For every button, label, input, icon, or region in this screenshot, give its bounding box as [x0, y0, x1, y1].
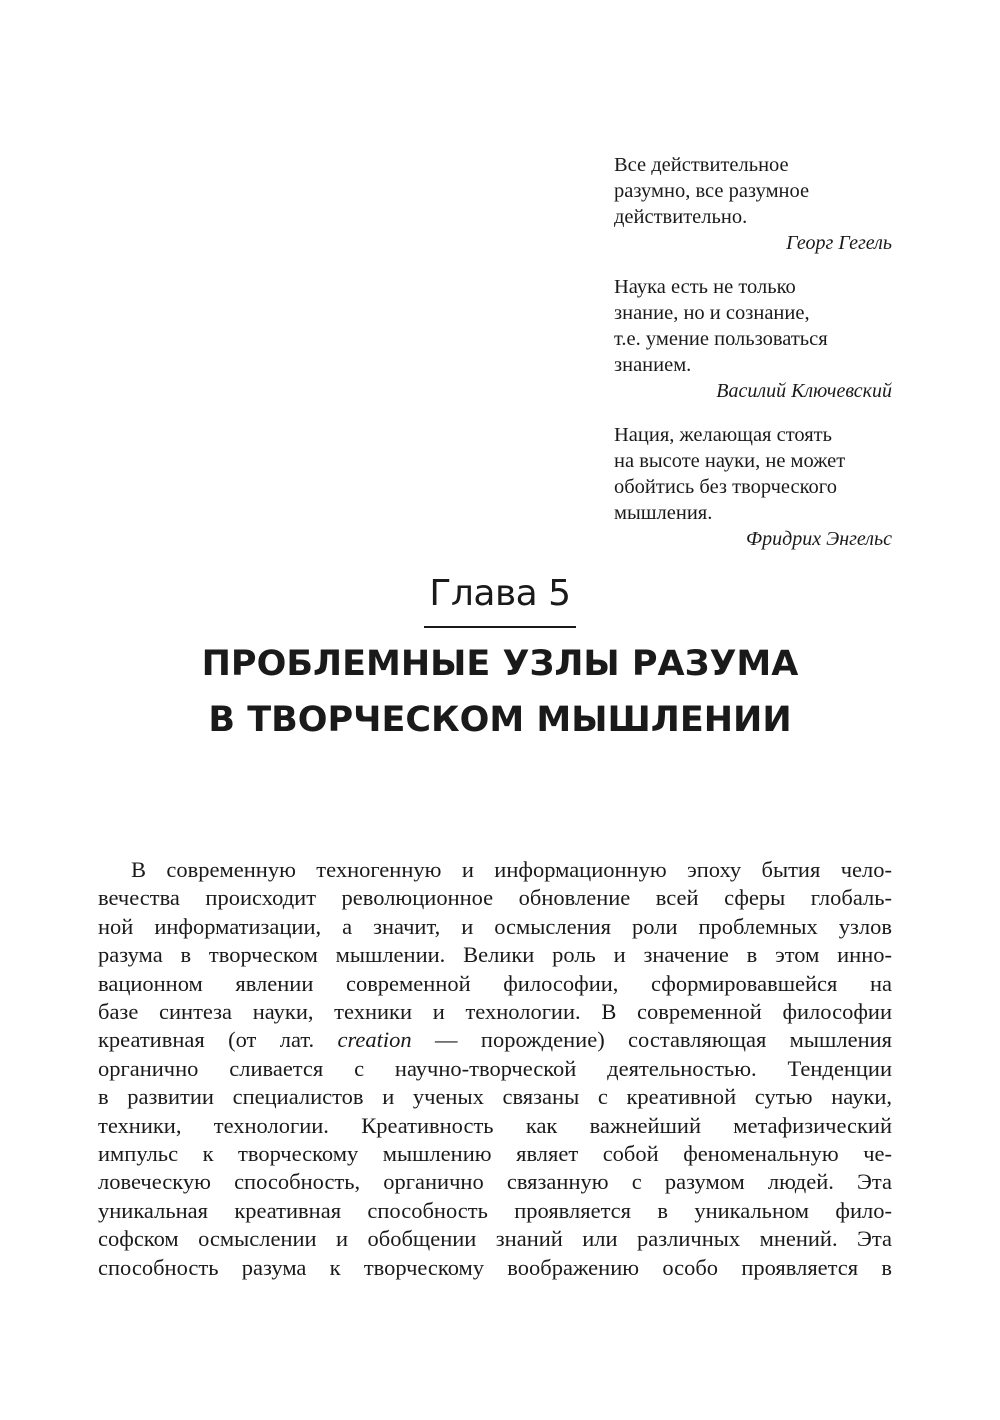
epigraph-author: Василий Ключевский	[716, 380, 892, 402]
chapter-title-line: В ТВОРЧЕСКОМ МЫШЛЕНИИ	[208, 700, 792, 740]
epigraph-line: Нация, желающая стоять	[614, 424, 832, 446]
epigraph-line: Все действительное	[614, 154, 789, 176]
epigraph-line: обойтись без творческого	[614, 476, 837, 498]
epigraphs	[614, 152, 892, 570]
body-line: ловеческую способность, органично связанную с разумом людей. Эта	[98, 1169, 892, 1195]
body-text-segment: креативная (от лат.	[98, 1027, 338, 1053]
epigraph-line: знанием.	[614, 354, 692, 376]
body-line: вационном явлении современной философии, сформировавшейся на	[98, 970, 892, 996]
epigraph-line: разумно, все разумное	[614, 180, 810, 202]
body-line: импульс к творческому мышлению являет собой феноменальную че-	[98, 1141, 892, 1167]
epigraph-line: Наука есть не только	[614, 276, 796, 298]
epigraph-line: на высоте науки, не может	[614, 450, 846, 472]
epigraph	[614, 422, 892, 552]
body-line: в развитии специалистов и ученых связаны с креативной сутью науки,	[98, 1084, 892, 1110]
epigraph-line: знание, но и сознание,	[614, 302, 810, 324]
body-line: способность разума к творческому воображению особо проявляется в	[98, 1254, 892, 1280]
epigraph-line: т.е. умение пользоваться	[614, 328, 828, 350]
latin-term: creation	[337, 1027, 412, 1053]
body-line: вечества происходит революционное обновление всей сферы глобаль-	[98, 885, 892, 911]
body-line: уникальная креативная способность проявляется в уникальном фило-	[98, 1197, 892, 1223]
body-line: ной информатизации, а значит, и осмысления роли проблемных узлов	[98, 913, 892, 939]
chapter-divider	[424, 626, 576, 628]
body-line: техники, технологии. Креативность как важнейший метафизический	[98, 1112, 892, 1138]
body-line: софском осмыслении и обобщении знаний или различных мнений. Эта	[98, 1226, 892, 1252]
epigraph-line: действительно.	[614, 206, 748, 228]
epigraph-author: Фридрих Энгельс	[746, 528, 892, 550]
chapter-title	[0, 636, 1000, 748]
body-line	[98, 1026, 892, 1054]
body-text-segment: — порождение) составляющая мышления	[411, 1027, 892, 1053]
chapter-title-line: ПРОБЛЕМНЫЕ УЗЛЫ РАЗУМА	[201, 644, 799, 684]
body-line: базе синтеза науки, техники и технологии. В современной философии	[98, 999, 892, 1025]
body-paragraph	[98, 856, 892, 1282]
body-line: В современную техногенную и информационную эпоху бытия чело-	[131, 857, 892, 882]
body-line: разума в творческом мышлении. Велики роль и значение в этом инно-	[98, 942, 892, 968]
epigraph-line: мышления.	[614, 502, 713, 524]
epigraph	[614, 274, 892, 404]
body-line: органично сливается с научно-творческой деятельностью. Тенденции	[98, 1055, 892, 1081]
epigraph-author: Георг Гегель	[786, 232, 892, 254]
epigraph	[614, 152, 892, 256]
chapter-label: Глава 5	[429, 573, 571, 614]
